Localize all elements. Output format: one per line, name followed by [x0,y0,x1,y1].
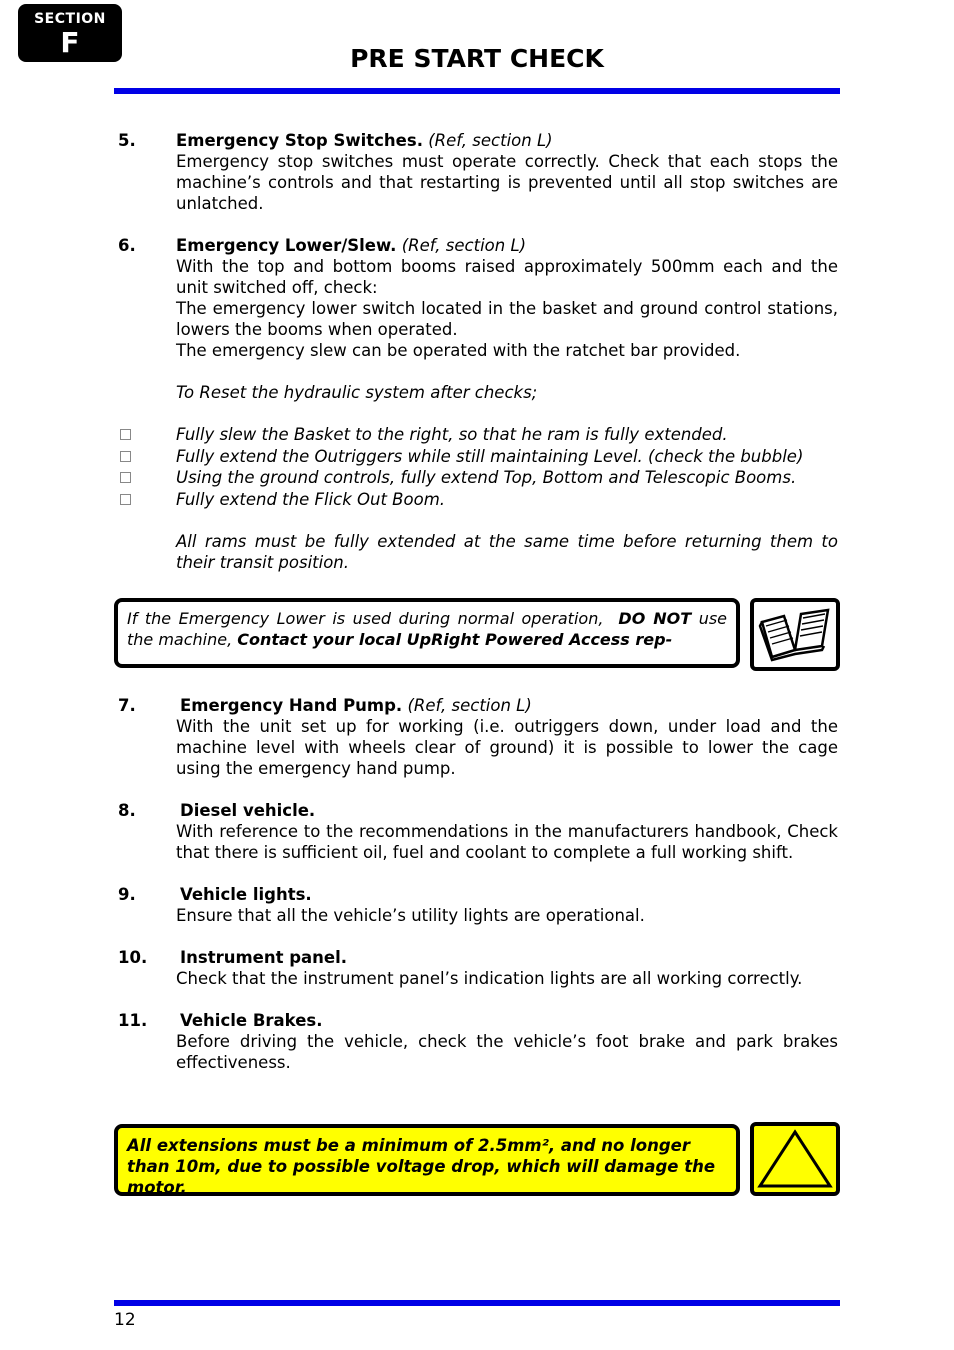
check-item-11 [118,1010,838,1073]
book-icon-box [750,598,840,671]
item-number: 9. [118,885,136,904]
item-heading: Vehicle Brakes. [180,1011,323,1030]
reset-step: Fully extend the Flick Out Boom. [118,489,838,511]
checkbox-icon [120,451,131,462]
reset-intro: To Reset the hydraulic system after checks; [176,383,538,402]
note-emphasis: Contact your local UpRight Powered Access rep- [237,630,673,649]
emergency-note [114,598,740,668]
item-number: 10. [118,948,148,967]
check-item-7 [118,695,838,779]
check-item-9 [118,884,838,926]
item-number: 11. [118,1011,148,1030]
check-item-6 [118,235,838,361]
item-text: With reference to the recommendations in the manufacturers handbook, Check that there is sufficient oil, fuel and coolant to complete a full working shift. [176,822,838,862]
section-label: SECTION [34,11,106,27]
checkbox-icon [120,472,131,483]
item-ref: (Ref, section L) [407,696,532,715]
check-item-10 [118,947,838,989]
item-text: Before driving the vehicle, check the vehicle’s foot brake and park brakes effectiveness. [176,1032,838,1072]
item-text-line: With the top and bottom booms raised approximately 500mm each and the unit switched off, check: [176,257,838,297]
item-text: With the unit set up for working (i.e. outriggers down, under load and the machine level with wheels clear of ground) it is possible to lower the cage using the emergency hand pump. [176,717,838,778]
checkbox-icon [120,429,131,440]
check-item-8 [118,800,838,863]
item-text: Emergency stop switches must operate correctly. Check that each stops the machine’s controls and that restarting is prevented until all stop switches are unlatched. [176,152,838,213]
reset-steps [118,424,838,510]
item-ref: (Ref, section L) [428,131,553,150]
book-icon [754,602,836,667]
item-text-line: The emergency slew can be operated with the ratchet bar provided. [176,341,741,360]
page-number: 12 [114,1310,136,1330]
item-heading: Emergency Hand Pump. [180,696,403,715]
content [118,130,838,594]
item-ref: (Ref, section L) [401,236,527,255]
top-rule [114,88,840,94]
item-text: Check that the instrument panel’s indication lights are all working correctly. [176,969,803,988]
section-letter: F [60,26,80,59]
item-number: 5. [118,131,136,150]
content-lower [118,695,838,1094]
item-heading: Instrument panel. [180,948,348,967]
item-heading: Diesel vehicle. [180,801,316,820]
item-text: Ensure that all the vehicle’s utility lights are operational. [176,906,645,925]
item-heading: Emergency Stop Switches. [176,131,423,150]
page-title: PRE START CHECK [350,44,604,73]
reset-outro: All rams must be fully extended at the same time before returning them to their transit position. [176,532,838,572]
reset-step: Fully slew the Basket to the right, so that he ram is fully extended. [118,424,838,446]
warning-icon-box [750,1122,840,1196]
check-item-5 [118,130,838,214]
note-emphasis: DO NOT [618,609,692,628]
item-text-line: The emergency lower switch located in the basket and ground control stations, lowers the booms when operated. [176,299,838,339]
item-number: 8. [118,801,136,820]
reset-step: Using the ground controls, fully extend Top, Bottom and Telescopic Booms. [118,467,838,489]
item-number: 6. [118,236,136,255]
item-number: 7. [118,696,136,715]
note-text: use the machine, [127,609,728,649]
item-heading: Emergency Lower/Slew. [176,236,397,255]
reset-step: Fully extend the Outriggers while still maintaining Level. (check the bubble) [118,446,838,468]
bottom-rule [114,1300,840,1306]
item-heading: Vehicle lights. [180,885,312,904]
note-text: If the Emergency Lower is used during normal operation, [127,609,604,628]
warning-triangle-icon [754,1126,836,1192]
checkbox-icon [120,494,131,505]
voltage-warning: All extensions must be a minimum of 2.5mm², and no longer than 10m, due to possible voltage drop, which will damage the motor. [114,1124,740,1196]
